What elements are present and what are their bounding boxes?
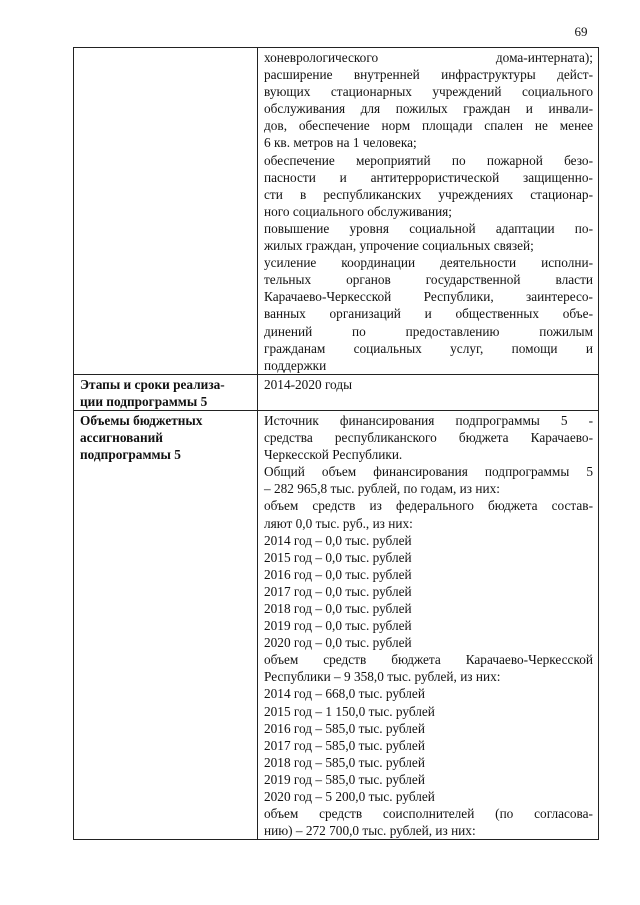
label-line: ассигнований bbox=[80, 430, 163, 446]
row-content-cell bbox=[258, 374, 599, 410]
text-line: 2015 год – 1 150,0 тыс. рублей bbox=[264, 703, 435, 719]
program-table bbox=[73, 47, 599, 840]
text-line: 2018 год – 0,0 тыс. рублей bbox=[264, 601, 412, 616]
text-line: 2017 год – 585,0 тыс. рублей bbox=[264, 737, 425, 753]
text-line: 2020 год – 0,0 тыс. рублей bbox=[264, 635, 412, 651]
row-label-cell bbox=[74, 374, 258, 410]
text-line: усиление координации деятельности исполни- bbox=[264, 255, 593, 271]
table-row bbox=[74, 410, 599, 839]
text-line: 2015 год – 0,0 тыс. рублей bbox=[264, 549, 412, 565]
text-line: 2020 год – 5 200,0 тыс. рублей bbox=[264, 789, 435, 805]
text-line: Источник финансирования подпрограммы 5 - bbox=[264, 412, 593, 428]
text-line: Черкесской Республики. bbox=[264, 447, 403, 463]
text-line: дов, обеспечение норм площади спален не менее bbox=[264, 118, 593, 134]
text-line: 2016 год – 0,0 тыс. рублей bbox=[264, 566, 412, 582]
row-content-cell bbox=[258, 410, 599, 839]
text-line: 6 кв. метров на 1 человека; bbox=[264, 135, 417, 151]
text-line: средства республиканского бюджета Карачаево- bbox=[264, 430, 593, 446]
text-line: – 282 965,8 тыс. рублей, по годам, из них: bbox=[264, 481, 500, 497]
text-line: 2019 год – 585,0 тыс. рублей bbox=[264, 771, 425, 787]
text-line: 2014 год – 668,0 тыс. рублей bbox=[264, 686, 425, 702]
text-line: сти в республиканских учреждениях стационар- bbox=[264, 186, 593, 202]
text-line: 2014 год – 0,0 тыс. рублей bbox=[264, 532, 412, 548]
text-line: обслуживания для пожилых граждан и инвали- bbox=[264, 101, 593, 117]
text-line: повышение уровня социальной адаптации по- bbox=[264, 220, 593, 236]
text-line: 2014-2020 годы bbox=[264, 376, 353, 392]
text-line: Карачаево-Черкесской Республики, заинтересо- bbox=[264, 289, 593, 305]
text-line: обеспечение мероприятий по пожарной безо- bbox=[264, 152, 593, 168]
text-line: нию) – 272 700,0 тыс. рублей, из них: bbox=[264, 823, 476, 839]
table-row bbox=[74, 374, 599, 410]
text-line: Республики – 9 358,0 тыс. рублей, из них: bbox=[264, 669, 501, 685]
text-line: 2016 год – 585,0 тыс. рублей bbox=[264, 720, 425, 736]
text-line: объем средств бюджета Карачаево-Черкесской bbox=[264, 652, 593, 668]
text-line: объем средств из федерального бюджета состав- bbox=[264, 498, 593, 514]
label-line: Объемы бюджетных bbox=[80, 412, 203, 428]
text-line: ного социального обслуживания; bbox=[264, 203, 452, 219]
text-line: расширение внутренней инфраструктуры дейст- bbox=[264, 67, 593, 83]
text-line: динений по предоставлению пожилым bbox=[264, 323, 593, 339]
table-row bbox=[74, 48, 599, 375]
text-line: ляют 0,0 тыс. руб., из них: bbox=[264, 515, 413, 531]
text-line: поддержки bbox=[264, 357, 327, 373]
row-label-cell bbox=[74, 48, 258, 375]
text-line: ванных организаций и общественных объе- bbox=[264, 306, 593, 322]
text-line: 2019 год – 0,0 тыс. рублей bbox=[264, 618, 412, 634]
text-line: объем средств соисполнителей (по согласова- bbox=[264, 806, 593, 822]
label-line: ции подпрограммы 5 bbox=[80, 393, 208, 409]
text-line: хоневрологического дома-интерната); bbox=[264, 50, 593, 65]
text-line: 2017 год – 0,0 тыс. рублей bbox=[264, 583, 412, 599]
text-line: 2018 год – 585,0 тыс. рублей bbox=[264, 754, 425, 770]
text-line: Общий объем финансирования подпрограммы 5 bbox=[264, 464, 593, 480]
text-line: вующих стационарных учреждений социального bbox=[264, 84, 593, 100]
table-body bbox=[74, 48, 599, 840]
text-line: тельных органов государственной власти bbox=[264, 272, 593, 288]
text-line: жилых граждан, упрочение социальных связей; bbox=[264, 238, 534, 254]
row-content-cell bbox=[258, 48, 599, 375]
page-number: 69 bbox=[574, 24, 588, 39]
label-line: Этапы и сроки реализа- bbox=[80, 376, 225, 392]
text-line: гражданам социальных услуг, помощи и bbox=[264, 340, 593, 356]
row-label-cell bbox=[74, 410, 258, 839]
text-line: пасности и антитеррористической защищенно- bbox=[264, 169, 593, 185]
label-line: подпрограммы 5 bbox=[80, 447, 181, 463]
